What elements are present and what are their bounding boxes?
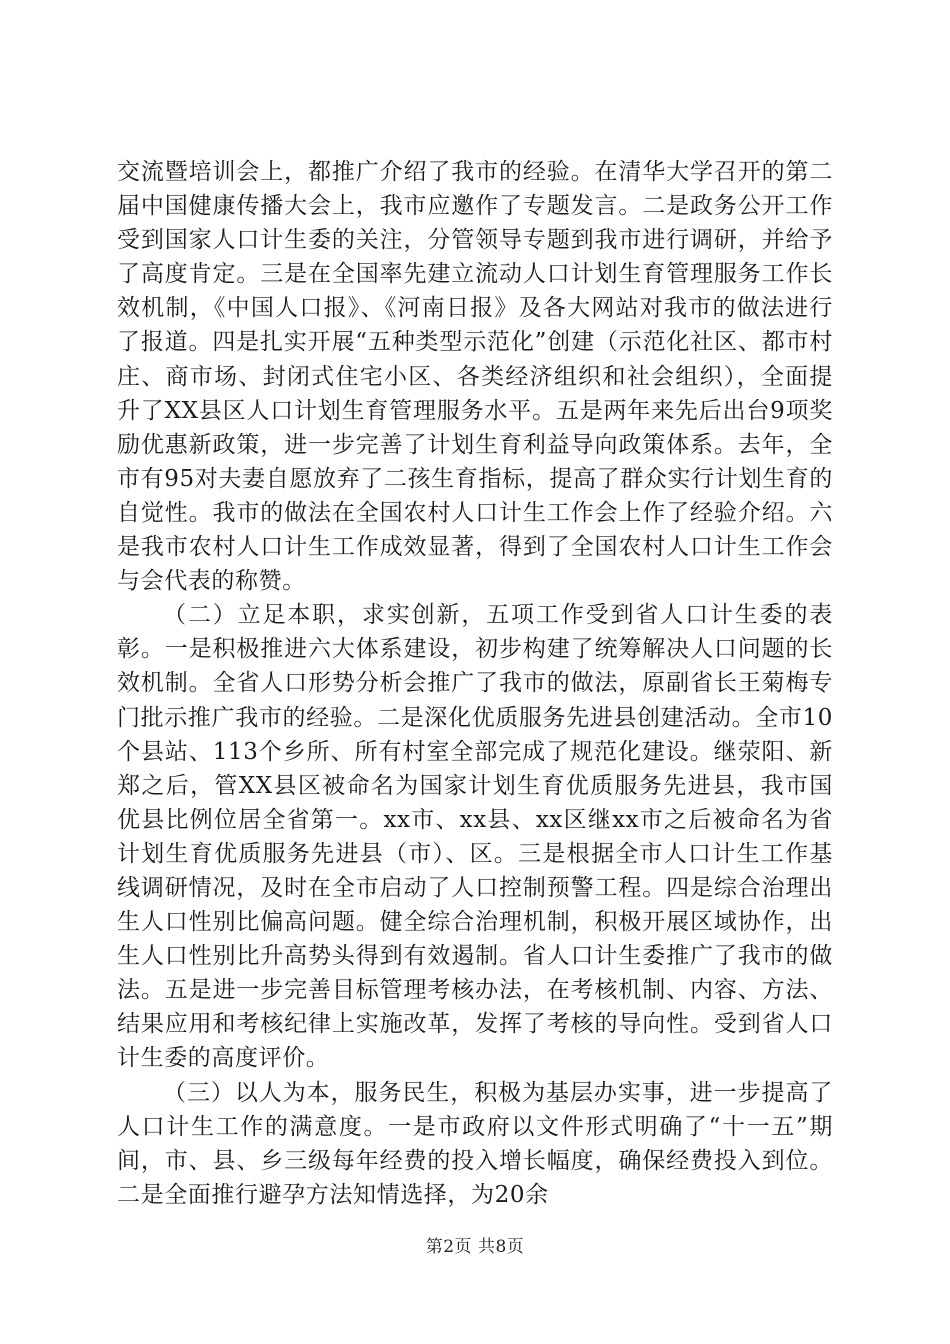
paragraph-1: 交流暨培训会上，都推广介绍了我市的经验。在清华大学召开的第二届中国健康传播大会上，我市应邀作了专题发言。二是政务公开工作受到国家人口计生委的关注，分管领导专题到我市进行调研，并给予了高度肯定。三是在全国率先建立流动人口计划生育管理服务工作长效机制，《中国人口报》、《河南日报》及各大网站对我市的做法进行了报道。四是扎实开展“五种类型示范化”创建（示范化社区、都市村庄、商市场、封闭式住宅小区、各类经济组织和社会组织），全面提升了XX县区人口计划生育管理服务水平。五是两年来先后出台9项奖励优惠新政策，进一步完善了计划生育利益导向政策体系。去年，全市有95对夫妻自愿放弃了二孩生育指标，提高了群众实行计划生育的自觉性。我市的做法在全国农村人口计生工作会上作了经验介绍。六是我市农村人口计生工作成效显著，得到了全国农村人口计生工作会与会代表的称赞。: [117, 159, 833, 595]
page-number: 第2页 共8页: [425, 1237, 525, 1257]
document-body: [117, 155, 833, 1212]
paragraph-2: （二）立足本职，求实创新，五项工作受到省人口计生委的表彰。一是积极推进六大体系建设，初步构建了统筹解决人口问题的长效机制。全省人口形势分析会推广了我市的做法，原副省长王菊梅专门批示推广我市的经验。二是深化优质服务先进县创建活动。全市10个县站、113个乡所、所有村室全部完成了规范化建设。继荥阳、新郑之后，管XX县区被命名为国家计划生育优质服务先进县，我市国优县比例位居全省第一。xx市、xx县、xx区继xx市之后被命名为省计划生育优质服务先进县（市）、区。三是根据全市人口计生工作基线调研情况，及时在全市启动了人口控制预警工程。四是综合治理出生人口性别比偏高问题。健全综合治理机制，积极开展区域协作，出生人口性别比升高势头得到有效遏制。省人口计生委推广了我市的做法。五是进一步完善目标管理考核办法，在考核机制、内容、方法、结果应用和考核纪律上实施改革，发挥了考核的导向性。受到省人口计生委的高度评价。: [117, 602, 833, 1072]
paragraph-3: （三）以人为本，服务民生，积极为基层办实事，进一步提高了人口计生工作的满意度。一是市政府以文件形式明确了“十一五”期间，市、县、乡三级每年经费的投入增长幅度，确保经费投入到位。二是全面推行避孕方法知情选择，为20余: [117, 1079, 833, 1208]
